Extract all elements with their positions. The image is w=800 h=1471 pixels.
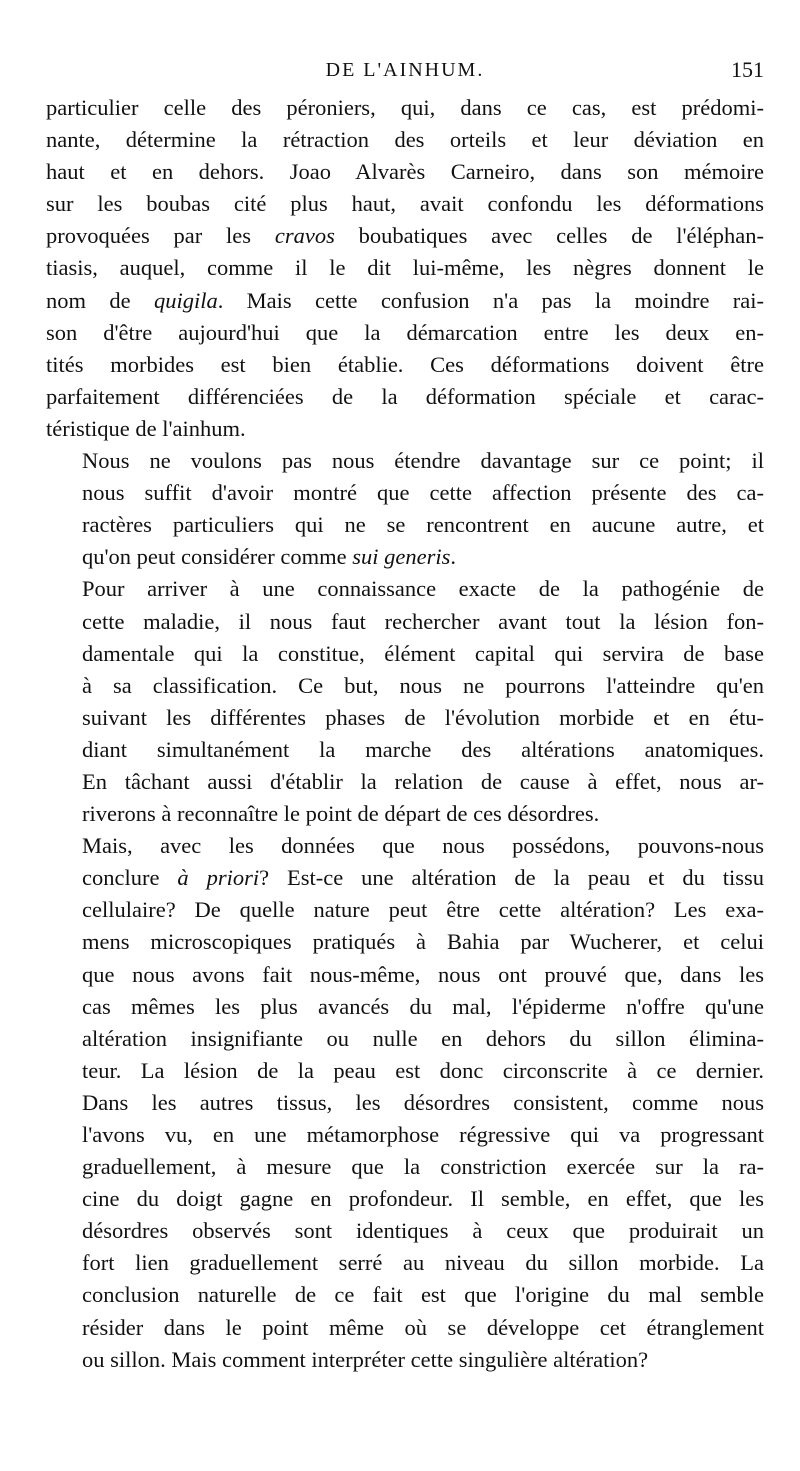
text-line: teur. La lésion de la peau est donc circonscrite à ce dernier.	[82, 1057, 764, 1083]
paragraph-4	[46, 830, 764, 1376]
text-line: graduellement, à mesure que la constriction exercée sur la ra-	[82, 1154, 764, 1180]
paragraph-3	[46, 573, 764, 830]
text-run: boubatiques avec celles de l'éléphan-	[334, 223, 764, 249]
text-line: l'avons vu, en une métamorphose régressive qui va progressant	[82, 1122, 764, 1147]
text-line: conclusion naturelle de ce fait est que l'origine du mal semble	[82, 1282, 764, 1308]
text-line: Mais, avec les données que nous possédons, pouvons-nous	[82, 833, 764, 859]
text-line: téristique de l'ainhum.	[46, 415, 246, 441]
text-line: cine du doigt gagne en profondeur. Il semble, en effet, que les	[82, 1186, 764, 1212]
text-line	[46, 862, 764, 894]
text-run: .	[450, 544, 456, 570]
text-run: . Mais cette confusion n'a pas la moindre rai-	[217, 287, 764, 313]
text-run: conclure	[82, 865, 178, 891]
text-line: désordres observés sont identiques à ceux que produirait un	[82, 1218, 764, 1244]
text-run: qu'on peut considérer comme	[82, 544, 353, 570]
text-line: parfaitement différenciées de la déformation spéciale et carac-	[46, 383, 764, 409]
text-line: Dans les autres tissus, les désordres consistent, comme nous	[82, 1089, 764, 1115]
text-run: ? Est-ce une altération de la peau et du tissu	[259, 865, 765, 891]
text-line: riverons à reconnaître le point de départ de ces désordres.	[82, 801, 600, 827]
body-text	[46, 92, 764, 1376]
text-line: nante, détermine la rétraction des orteils et leur déviation en	[46, 127, 764, 153]
text-line: son d'être aujourd'hui que la démarcation entre les deux en-	[46, 319, 764, 345]
text-line: résider dans le point même où se développe cet étranglement	[82, 1314, 764, 1340]
text-line: ractères particuliers qui ne se rencontrent en aucune autre, et	[82, 512, 764, 538]
text-line: nous suffit d'avoir montré que cette affection présente des ca-	[82, 480, 764, 506]
text-line: sur les boubas cité plus haut, avait confondu les déformations	[46, 191, 764, 217]
text-line: cas mêmes les plus avancés du mal, l'épiderme n'offre qu'une	[82, 993, 764, 1019]
text-run: nom de	[46, 287, 154, 313]
text-line: à sa classification. Ce but, nous ne pourrons l'atteindre qu'en	[82, 672, 764, 698]
running-title: DE L'AINHUM.	[325, 59, 485, 81]
text-line: particulier celle des péroniers, qui, dans ce cas, est prédomi-	[46, 95, 764, 120]
running-head	[46, 55, 764, 85]
page-number: 151	[731, 57, 764, 82]
text-line: altération insignifiante ou nulle en dehors du sillon élimina-	[82, 1025, 764, 1051]
text-line: En tâchant aussi d'établir la relation de cause à effet, nous ar-	[82, 768, 764, 794]
text-line: Nous ne voulons pas nous étendre davantage sur ce point; il	[82, 448, 764, 474]
text-line: que nous avons fait nous-même, nous ont prouvé que, dans les	[82, 961, 764, 987]
paragraph-2	[46, 445, 764, 573]
italic-term-quigila: quigila	[153, 287, 218, 313]
text-line	[46, 220, 764, 252]
italic-term-a-priori: à priori	[177, 865, 260, 891]
text-line	[46, 285, 764, 317]
text-line: cette maladie, il nous faut rechercher avant tout la lésion fon-	[82, 608, 764, 634]
text-line: fort lien graduellement serré au niveau du sillon morbide. La	[82, 1250, 764, 1276]
italic-term-sui-generis: sui generis	[352, 544, 451, 570]
text-line: Pour arriver à une connaissance exacte de la pathogénie de	[82, 576, 764, 602]
book-page	[46, 0, 764, 1471]
text-line: haut et en dehors. Joao Alvarès Carneiro, dans son mémoire	[46, 159, 764, 185]
text-line: cellulaire? De quelle nature peut être cette altération? Les exa-	[82, 897, 764, 923]
text-line: diant simultanément la marche des altérations anatomiques.	[82, 736, 764, 762]
text-run: provoquées par les	[46, 223, 275, 249]
paragraph-1	[46, 92, 764, 445]
text-line: mens microscopiques pratiqués à Bahia par Wucherer, et celui	[82, 929, 764, 955]
text-line: tités morbides est bien établie. Ces déformations doivent être	[46, 351, 764, 377]
text-line: damentale qui la constitue, élément capital qui servira de base	[82, 640, 764, 666]
text-line: ou sillon. Mais comment interpréter cette singulière altération?	[82, 1346, 649, 1372]
text-line: suivant les différentes phases de l'évolution morbide et en étu-	[82, 704, 764, 730]
text-line: tiasis, auquel, comme il le dit lui-même, les nègres donnent le	[46, 255, 764, 281]
text-line	[46, 541, 764, 573]
italic-term-cravos: cravos	[274, 223, 335, 249]
